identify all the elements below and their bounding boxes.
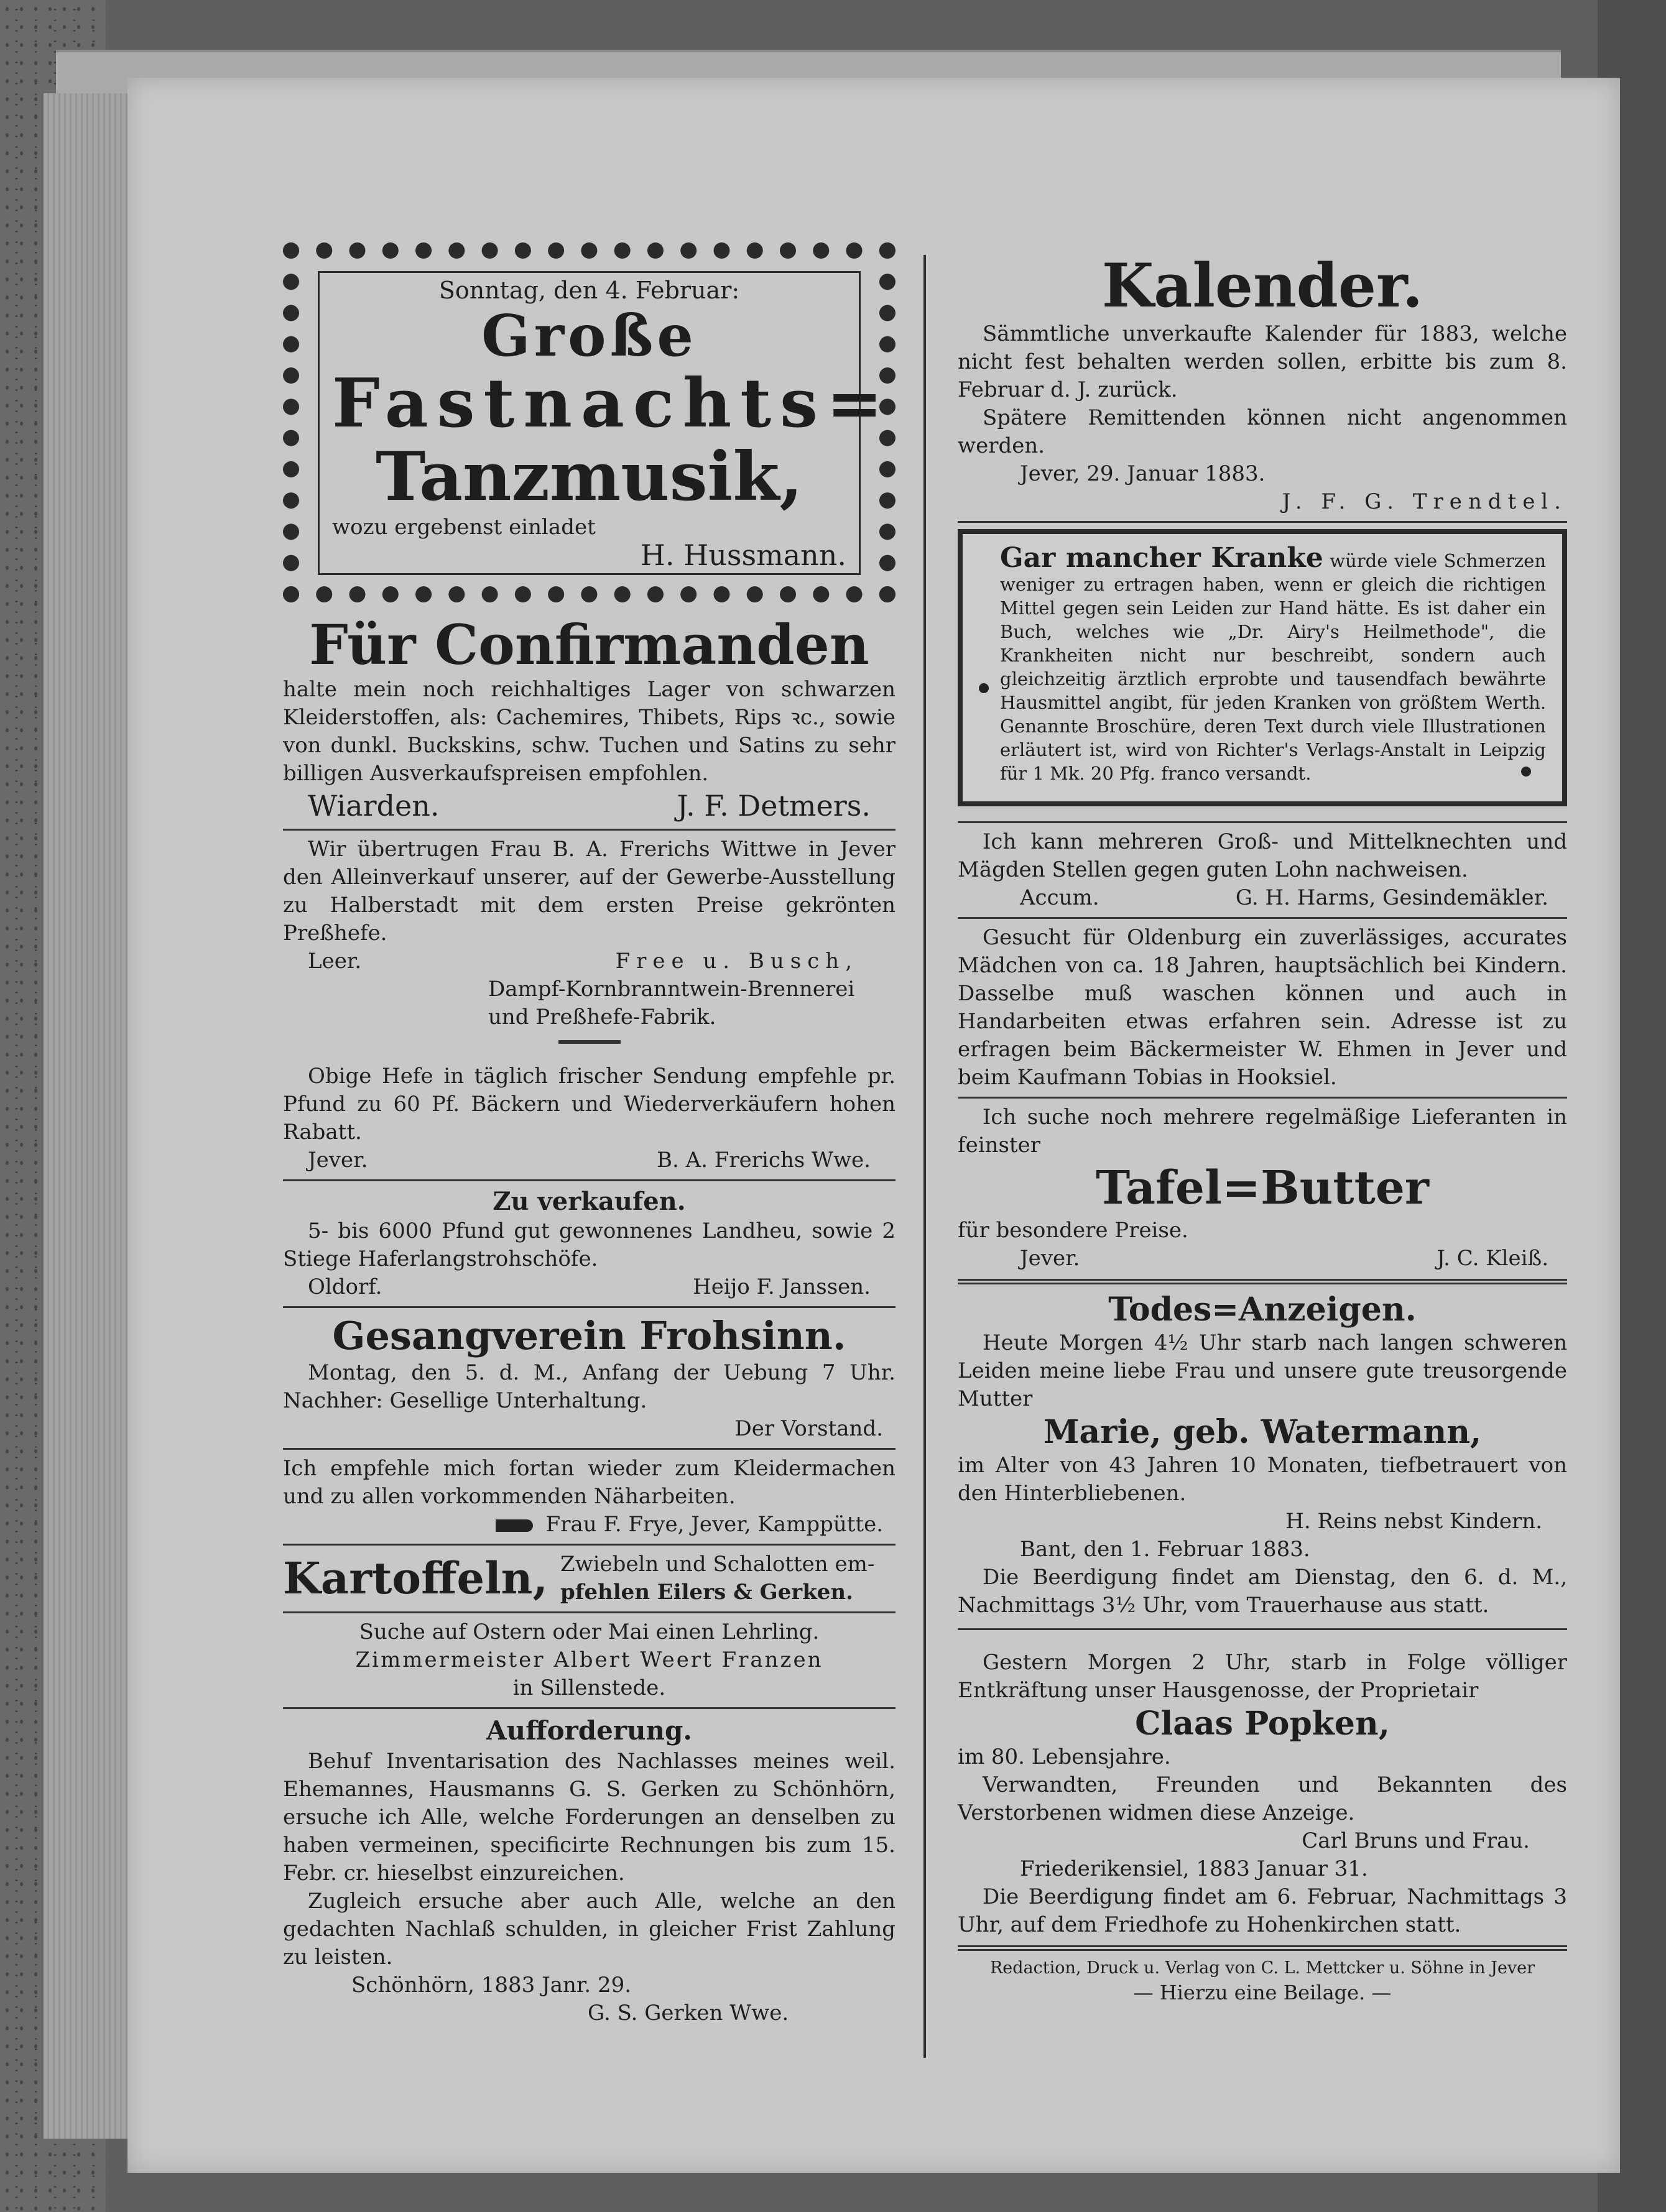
divider — [283, 1707, 895, 1709]
confirm-title: Für Confirmanden — [309, 612, 869, 677]
gesang-title: Gesangverein Frohsinn. — [332, 1313, 846, 1358]
fastnacht-signer: H. Hussmann. — [640, 538, 846, 572]
todes-signer: H. Reins nebst Kindern. — [1285, 1509, 1542, 1534]
butter-signer: J. C. Kleiß. — [1437, 1246, 1548, 1271]
kalender-place: Jever, 29. Januar 1883. — [1020, 461, 1266, 486]
divider — [958, 521, 1567, 523]
footer-line2: — Hierzu eine Beilage. — — [1133, 1981, 1392, 2004]
naeh-signer: Frau F. Frye, Jever, Kamppütte. — [545, 1512, 883, 1537]
hefe-firm3: und Preßhefe-Fabrik. — [488, 1005, 716, 1030]
double-divider — [958, 1279, 1567, 1284]
todes-text3: Die Beerdigung findet am Dienstag, den 6. d. M., Nachmittags 3½ Uhr, vom Trauerhause aus statt. — [958, 1565, 1567, 1618]
hefe-text: Wir übertrugen Frau B. A. Frerichs Wittwe in Jever den Alleinverkauf unserer, auf der Gewerbe-Ausstellung zu Halberstadt mit dem ersten Preise gekrönten Preßhefe. — [283, 837, 895, 946]
left-column — [283, 242, 895, 2027]
pointing-hand-icon — [496, 1519, 533, 1532]
divider — [958, 1097, 1567, 1099]
popken-name: Claas Popken, — [1135, 1705, 1390, 1743]
lehrling-line2: Zimmermeister Albert Weert Franzen — [355, 1647, 823, 1672]
butter-title: Tafel=Butter — [1096, 1161, 1429, 1215]
bullet-icon — [979, 683, 989, 693]
double-divider — [958, 1945, 1567, 1951]
popken-text4: Die Beerdigung findet am 6. Februar, Nachmittags 3 Uhr, auf dem Friedhofe zu Hohenkirchen statt. — [958, 1884, 1567, 1937]
confirm-place: Wiarden. — [308, 789, 440, 823]
butter-place: Jever. — [1020, 1246, 1080, 1271]
gesang-signer: Der Vorstand. — [734, 1416, 883, 1441]
verkauf-title: Zu verkaufen. — [493, 1187, 686, 1216]
kranke-title: Gar mancher Kranke — [1000, 542, 1323, 574]
popken-place: Friederikensiel, 1883 Januar 31. — [1020, 1856, 1368, 1881]
confirm-signer: J. F. Detmers. — [677, 789, 871, 823]
knechte-signer: G. H. Harms, Gesindemäkler. — [1235, 885, 1548, 910]
page-stack-side — [44, 93, 139, 2139]
gesang-text: Montag, den 5. d. M., Anfang der Uebung 7 Uhr. Nachher: Gesellige Unterhaltung. — [283, 1360, 895, 1413]
verkauf-place: Oldorf. — [308, 1274, 382, 1299]
kranke-ad — [958, 529, 1567, 806]
verkauf-text: 5- bis 6000 Pfund gut gewonnenes Landheu, sowie 2 Stiege Haferlangstrohschöfe. — [283, 1219, 895, 1271]
butter-intro: Ich suche noch mehrere regelmäßige Lieferanten in feinster — [958, 1105, 1567, 1158]
divider — [958, 821, 1567, 823]
todes-title: Todes=Anzeigen. — [1108, 1291, 1417, 1329]
confirm-text: halte mein noch reichhaltiges Lager von schwarzen Kleiderstoffen, als: Cachemires, Thibets, Rips ꝛc., sowie von dunkl. Buckskins, schw. Tuchen und Satins zu sehr billigen Ausverkaufspreisen empfohlen. — [283, 677, 895, 786]
divider — [283, 829, 895, 831]
fastnacht-line3: Tanzmusik, — [376, 438, 803, 516]
bullet-icon — [1521, 767, 1531, 777]
divider — [283, 1611, 895, 1613]
naeh-text: Ich empfehle mich fortan wieder zum Kleidermachen und zu allen vorkommenden Näharbeiten. — [283, 1456, 895, 1509]
hefe-text2: Obige Hefe in täglich frischer Sendung empfehle pr. Pfund zu 60 Pf. Bäckern und Wiederverkäufern hohen Rabatt. — [283, 1064, 895, 1145]
fastnacht-invite: wozu ergebenst einladet — [332, 515, 596, 540]
divider — [958, 917, 1567, 919]
aufford-text2: Zugleich ersuche aber auch Alle, welche an den gedachten Nachlaß schulden, in gleicher Frist Zahlung zu leisten. — [283, 1889, 895, 1970]
aufford-text: Behuf Inventarisation des Nachlasses meines weil. Ehemannes, Hausmanns G. S. Gerken zu Schönhörn, ersuche ich Alle, welche Forderungen an denselben zu haben vermeinen, specificirte Rechnungen bis zum 15. Febr. cr. hieselbst einzureichen. — [283, 1749, 895, 1886]
kartoffeln-text1: Zwiebeln und Schalotten em- — [560, 1552, 875, 1577]
knechte-text: Ich kann mehreren Groß- und Mittelknechten und Mägden Stellen gegen guten Lohn nachweisen. — [958, 829, 1567, 882]
popken-text: Gestern Morgen 2 Uhr, starb in Folge völliger Entkräftung unser Hausgenosse, der Proprietair — [958, 1650, 1567, 1703]
kranke-text: würde viele Schmerzen weniger zu ertragen haben, wenn er gleich die richtigen Mittel gegen sein Leiden zur Hand hätte. Es ist daher ein Buch, welches wie „Dr. Airy's Heilmethode", die Krankheiten nicht nur beschreibt, sondern auch gleichzeitig ärztlich erprobte und tausendfach bewährte Hausmittel angibt, für jeden Kranken von größtem Werth. Genannte Broschüre, deren Text durch viele Illustrationen erläutert ist, wird von Richter's Verlags-Anstalt in Leipzig für 1 Mk. 20 Pfg. franco versandt. — [1000, 550, 1547, 784]
lehrling-line1: Suche auf Ostern oder Mai einen Lehrling. — [359, 1620, 820, 1644]
kartoffeln-title: Kartoffeln, — [283, 1552, 548, 1604]
hefe-firm2: Dampf-Kornbranntwein-Brennerei — [488, 977, 855, 1002]
butter-text: für besondere Preise. — [958, 1218, 1188, 1243]
kalender-text2: Spätere Remittenden können nicht angenommen werden. — [958, 405, 1567, 458]
kalender-text: Sämmtliche unverkaufte Kalender für 1883, welche nicht fest behalten werden sollen, erbitte bis zum 8. Februar d. J. zurück. — [958, 321, 1567, 402]
kartoffeln-ad — [283, 1551, 895, 1606]
fastnacht-date: Sonntag, den 4. Februar: — [438, 277, 740, 304]
right-column — [958, 252, 1567, 2006]
hefe-firm1: Free u. Busch, — [615, 949, 858, 974]
verkauf-signer: Heijo F. Janssen. — [693, 1274, 871, 1299]
kartoffeln-text2: pfehlen Eilers & Gerken. — [560, 1580, 853, 1605]
divider — [283, 1448, 895, 1450]
hefe-place: Leer. — [308, 949, 362, 974]
aufford-signer: G. S. Gerken Wwe. — [588, 2001, 789, 2025]
lehrling-line3: in Sillenstede. — [512, 1675, 666, 1700]
todes-name: Marie, geb. Watermann, — [1043, 1413, 1482, 1451]
fastnacht-ad — [283, 242, 895, 602]
popken-signer: Carl Bruns und Frau. — [1302, 1828, 1530, 1853]
todes-text2: im Alter von 43 Jahren 10 Monaten, tiefbetrauert von den Hinterbliebenen. — [958, 1453, 1567, 1506]
knechte-place: Accum. — [1020, 885, 1099, 910]
hefe-signer2: B. A. Frerichs Wwe. — [656, 1148, 871, 1173]
divider — [283, 1179, 895, 1181]
popken-text2: im 80. Lebensjahre. — [958, 1744, 1171, 1769]
short-rule — [558, 1040, 621, 1044]
footer-line1: Redaction, Druck u. Verlag von C. L. Mettcker u. Söhne in Jever — [989, 1958, 1535, 1978]
column-divider — [923, 255, 926, 2058]
fastnacht-line1: Große — [481, 302, 697, 369]
hefe-place2: Jever. — [308, 1148, 368, 1173]
popken-text3: Verwandten, Freunden und Bekannten des Verstorbenen widmen diese Anzeige. — [958, 1772, 1567, 1825]
todes-text: Heute Morgen 4½ Uhr starb nach langen schweren Leiden meine liebe Frau und unsere gute treusorgende Mutter — [958, 1330, 1567, 1411]
maedchen-text: Gesucht für Oldenburg ein zuverlässiges, accurates Mädchen von ca. 18 Jahren, hauptsächlich bei Kindern. Dasselbe muß waschen können und auch in Handarbeiten etwas erfahren sein. Adresse ist zu erfragen beim Bäckermeister W. Ehmen in Jever und beim Kaufmann Tobias in Hooksiel. — [958, 925, 1567, 1090]
aufford-title: Aufforderung. — [486, 1715, 693, 1746]
divider — [283, 1544, 895, 1546]
kalender-signer: J. F. G. Trendtel. — [1282, 489, 1567, 514]
todes-place: Bant, den 1. Februar 1883. — [1020, 1537, 1310, 1562]
divider — [283, 1306, 895, 1308]
kalender-title: Kalender. — [1101, 251, 1423, 321]
aufford-place: Schönhörn, 1883 Janr. 29. — [351, 1973, 632, 1998]
fastnacht-line2: Fastnachts= — [332, 364, 892, 443]
divider — [958, 1628, 1567, 1630]
